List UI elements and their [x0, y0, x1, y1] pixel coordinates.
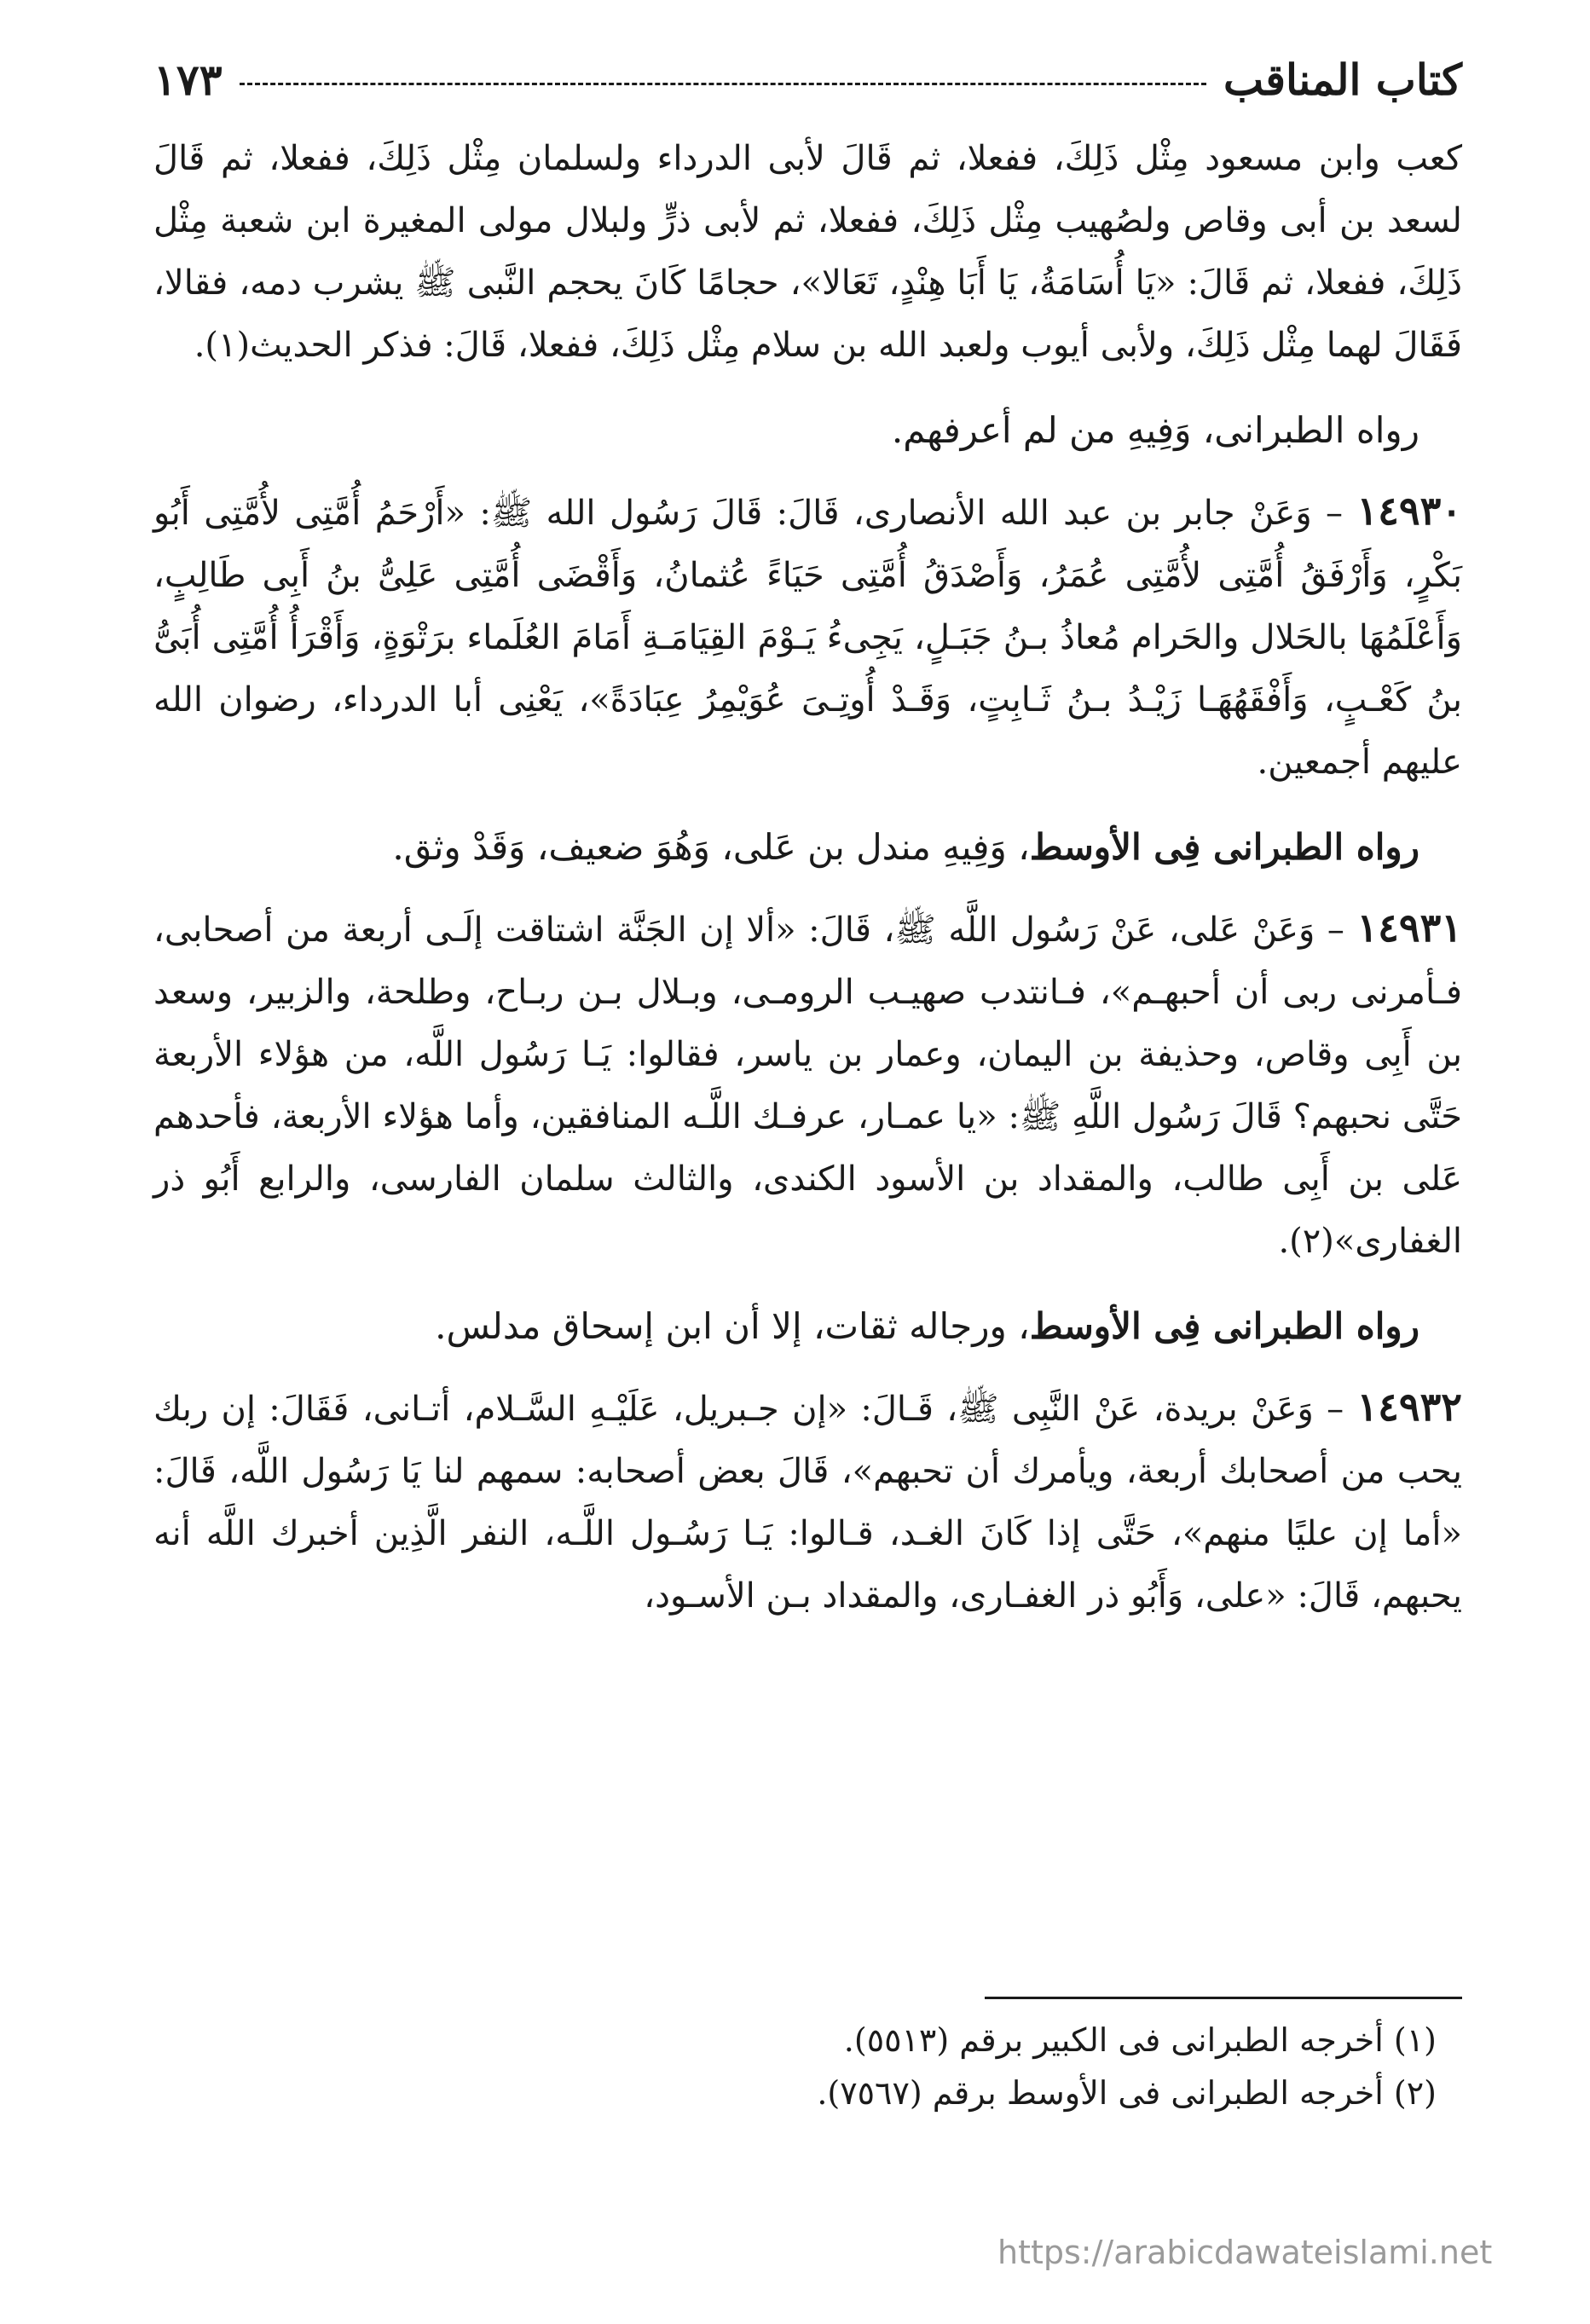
header-rule — [240, 83, 1206, 85]
footnotes — [153, 2014, 1437, 2119]
source-bold: رواه الطبرانى فِى الأوسط — [1029, 826, 1419, 868]
footnote-1: (١) أخرجه الطبرانى فى الكبير برقم (٥٥١٣). — [843, 2021, 1437, 2059]
page-header — [153, 49, 1462, 109]
hadith-text: – وَعَنْ عَلى، عَنْ رَسُول اللَّه ﷺ، قَالَ: «ألا إن الجَنَّة اشتاقت إلَـى أربعة من أصحابى، فـأمرنى ربى أن أحبهـم»، فـانتدب صهيـب الرومـى، وبـلال بـن ربـاح، وطلحة، والزبير، وسعد بن أَبِى وقاص، وحذيفة بن اليمان، وعمار بن ياسر، فقالوا: يَـا رَسُول اللَّه، من هؤلاء الأربعة حَتَّى نحبهم؟ قَالَ رَسُول اللَّهِ ﷺ: «يا عمـار، عرفـك اللَّـه المنافقين، وأما هؤلاء الأربعة، فأحدهم عَلى بن أَبِى طالب، والمقداد بن الأسود الكندى، والثالث سلمان الفارسى، والرابع أَبُو ذر الغفارى»(٢). — [153, 911, 1462, 1261]
source-rest: ، ورجاله ثقات، إلا أن ابن إسحاق مدلس. — [435, 1305, 1030, 1347]
page-number: ١٧٣ — [153, 54, 223, 105]
hadith-14930 — [153, 480, 1462, 794]
paragraph-continuation: كعب وابن مسعود مِثْل ذَلِكَ، ففعلا، ثم قَالَ لأبى الدرداء ولسلمان مِثْل ذَلِكَ، ففعلا، ثم قَالَ لسعد بن أبى وقاص ولصُهيب مِثْل ذَلِكَ، ففعلا، ثم لأبى ذرٍّ ولبلال مولى المغيرة ابن شعبة مِثْل ذَلِكَ، ففعلا، ثم قَالَ: «يَا أُسَامَةُ، يَا أَبَا هِنْدٍ، تَعَالا»، حجامًا كَانَ يحجم النَّبى ﷺ يشرب دمه، فقالا، فَقَالَ لهما مِثْل ذَلِكَ، ولأبى أيوب ولعبد الله بن سلام مِثْل ذَلِكَ، ففعلا، قَالَ: فذكر الحديث(١). — [153, 139, 1462, 365]
watermark-url: https://arabicdawateislami.net — [997, 2234, 1493, 2271]
hadith-text: – وَعَنْ بريدة، عَنْ النَّبِى ﷺ، قَـالَ: «إن جـبريل، عَلَيْـهِ السَّـلام، أتـانى، فَقَالَ: إن ربك يحب من أصحابك أربعة، ويأمرك أن تحبهم»، قَالَ بعض أصحابه: سمهم لنا يَا رَسُول اللَّه، قَالَ: «أما إن عليًا منهم»، حَتَّى إذا كَانَ الغـد، قـالوا: يَـا رَسُـول اللَّـه، النفر الَّذِين أخبرك اللَّه أنه يحبهم، قَالَ: «على، وَأَبُو ذر الغفـارى، والمقداد بـن الأسـود، — [153, 1390, 1462, 1616]
hadith-text: – وَعَنْ جابر بن عبد الله الأنصارى، قَالَ: قَالَ رَسُول الله ﷺ: «أَرْحَمُ أُمَّتِى لأُمَّتِى أَبُو بَكْرٍ، وَأَرْفَقُ أُمَّتِى لأُمَّتِى عُمَرُ، وَأَصْدَقُ أُمَّتِى حَيَاءً عُثمانُ، وَأَقْضَى أُمَّتِى عَلِىُّ بنُ أَبِى طَالِبٍ، وَأَعْلَمُهَا بالحَلال والحَرام مُعاذُ بـنُ جَبَـلٍ، يَجِىءُ يَـوْمَ القِيَامَـةِ أَمَامَ العُلَماء برَتْوَةٍ، وَأَقْرَأُ أُمَّتِى أُبَىُّ بنُ كَعْـبٍ، وَأَفْقَهُهَـا زَيْـدُ بـنُ ثَـابِتٍ، وَقَـدْ أُوتِـىَ عُوَيْمِرُ عِبَادَةً»، يَعْنِى أبا الدرداء، رضوان الله عليهم أجمعين. — [153, 494, 1462, 782]
footnote-2: (٢) أخرجه الطبرانى فى الأوسط برقم (٧٥٦٧). — [817, 2074, 1437, 2112]
hadith-number: ١٤٩٣٢ — [1356, 1384, 1462, 1430]
source-bold: رواه الطبرانى فِى الأوسط — [1029, 1305, 1419, 1347]
source-note — [153, 1295, 1462, 1357]
source-note: رواه الطبرانى، وَفِيهِ من لم أعرفهم. — [891, 409, 1419, 451]
page-body — [153, 128, 1462, 1627]
hadith-number: ١٤٩٣٠ — [1356, 488, 1463, 534]
hadith-14932 — [153, 1376, 1462, 1627]
footnote-separator — [985, 1997, 1462, 1999]
source-rest: ، وَفِيهِ مندل بن عَلى، وَهُوَ ضعيف، وَقَدْ وثق. — [392, 826, 1030, 868]
book-title: كتاب المناقب — [1223, 54, 1462, 105]
hadith-14931 — [153, 897, 1462, 1273]
hadith-number: ١٤٩٣١ — [1356, 905, 1462, 951]
source-note — [153, 816, 1462, 878]
